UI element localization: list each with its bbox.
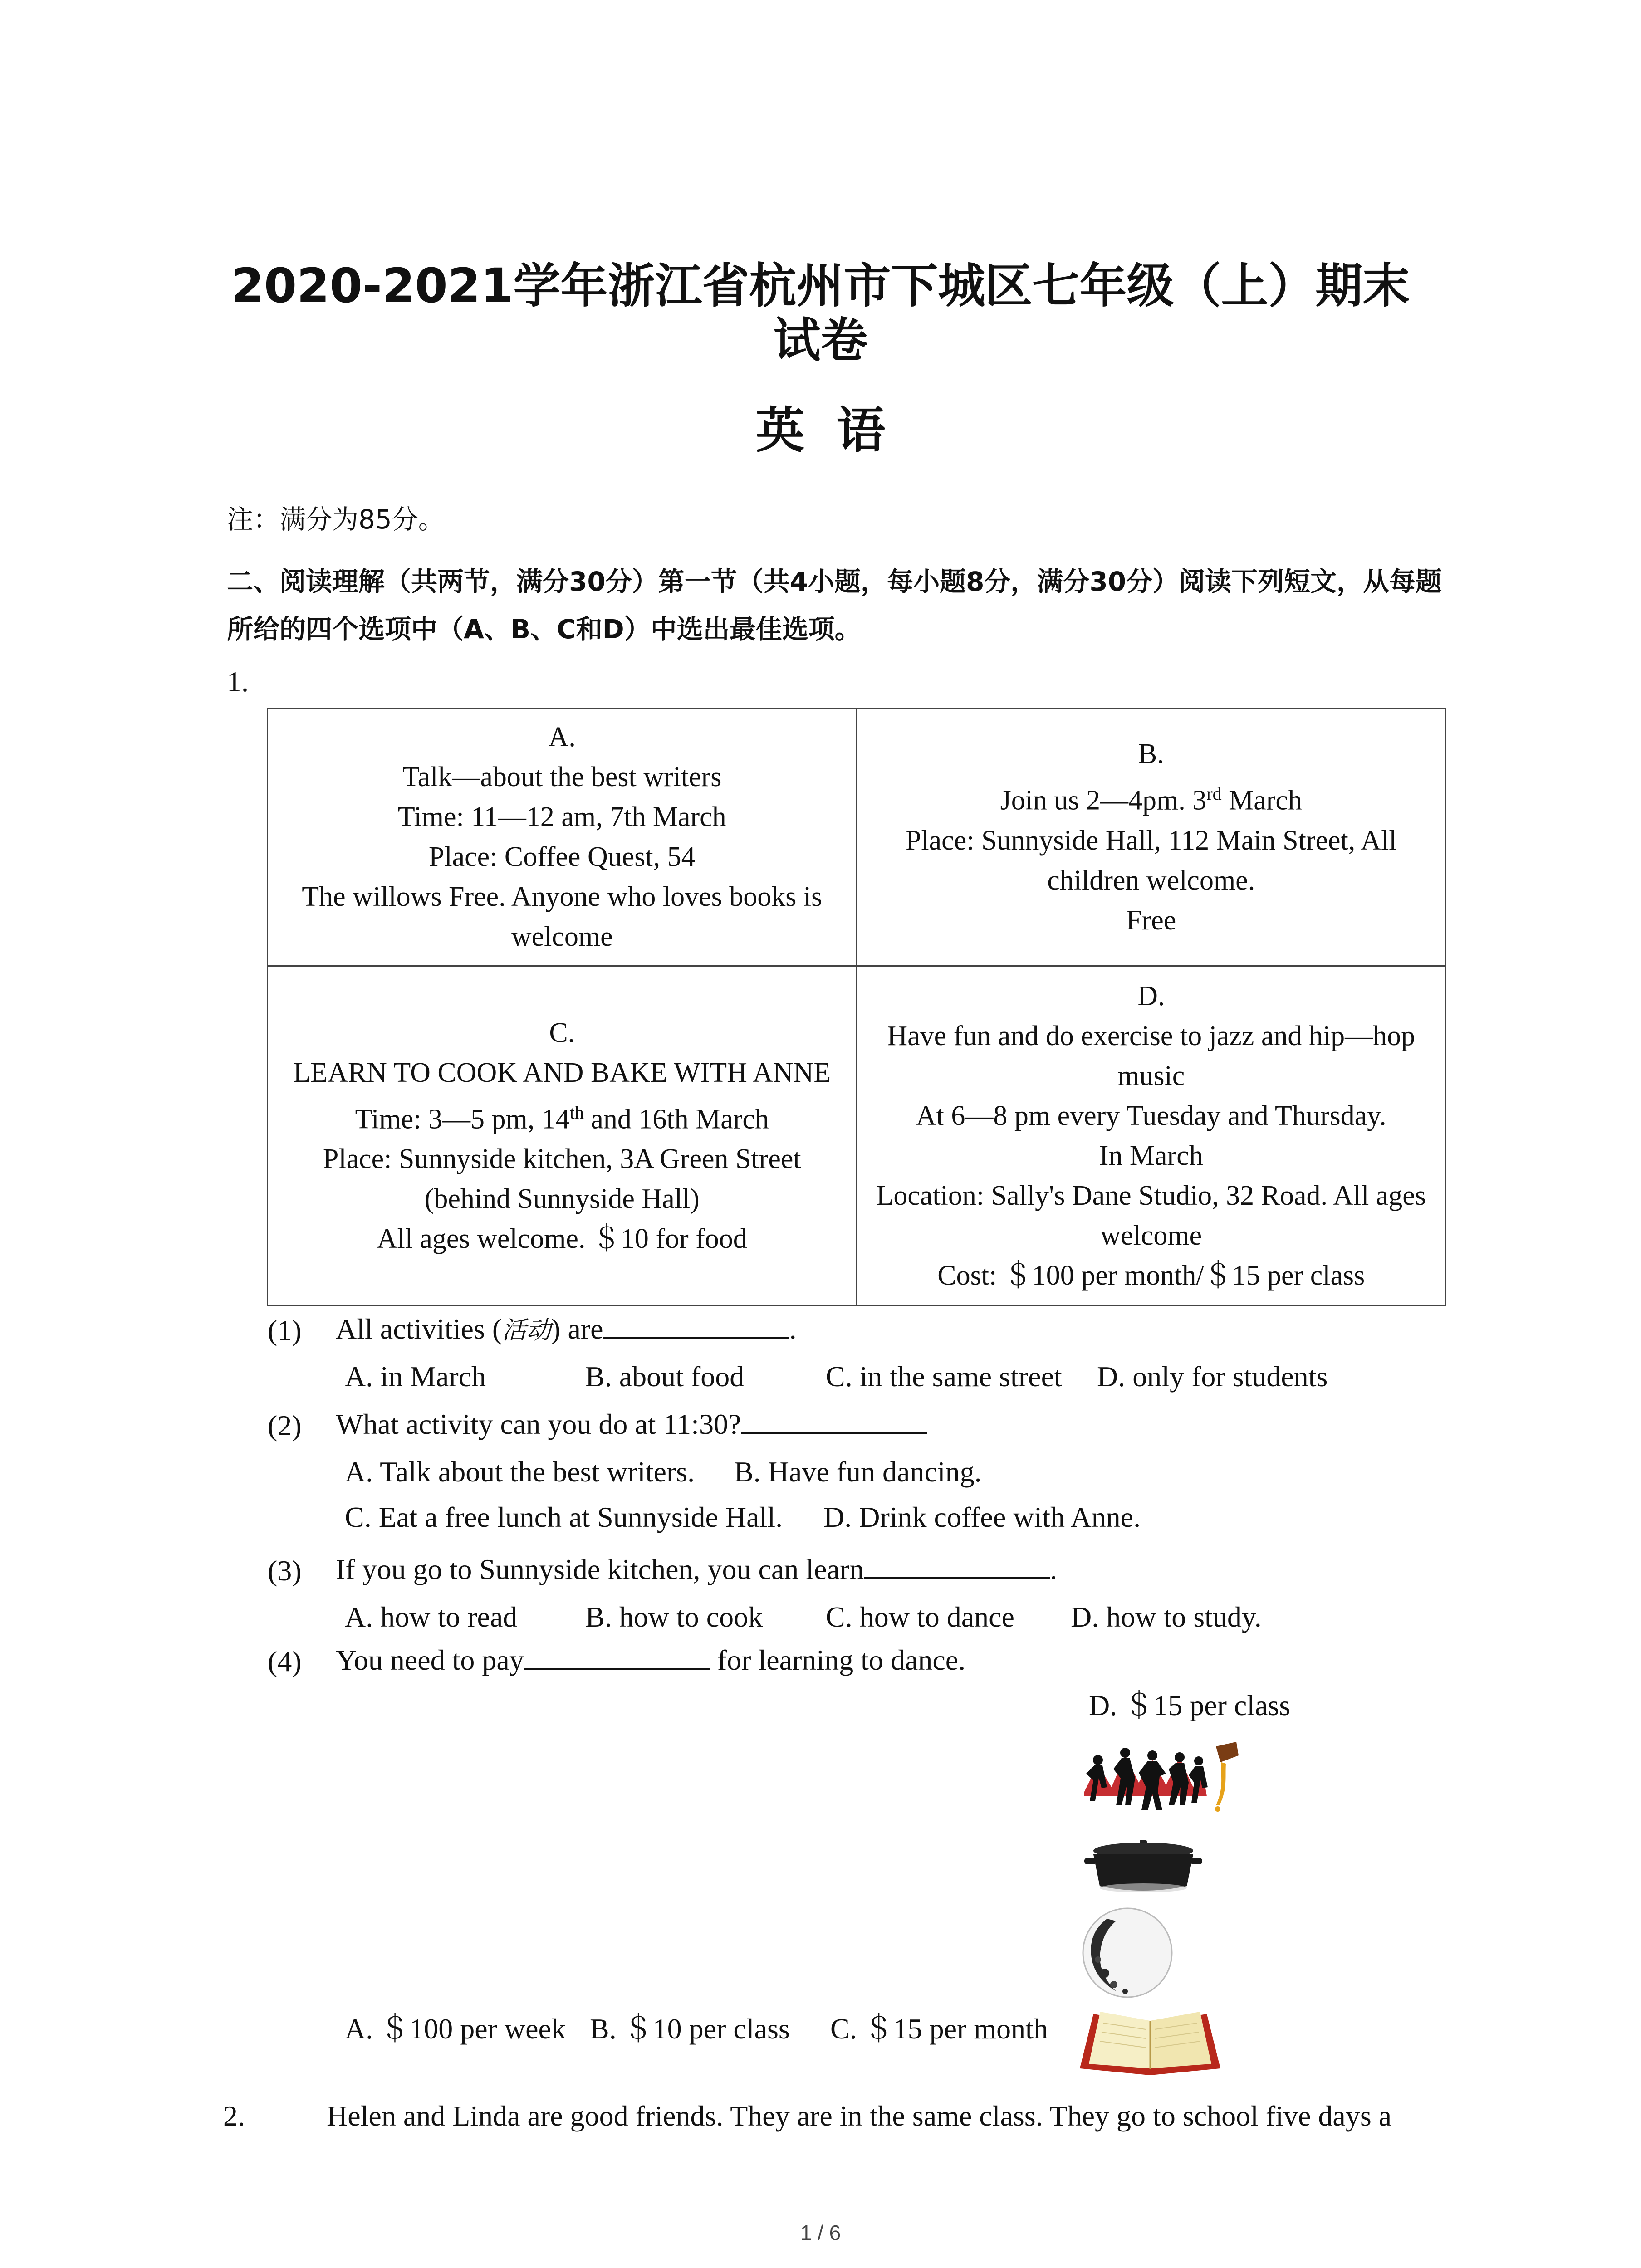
ad-line: Time: 11—12 am, 7th March xyxy=(397,802,726,833)
option[interactable]: D. Drink coffee with Anne. xyxy=(823,1501,1141,1533)
ad-line: Place: Sunnyside Hall, 112 Main Street, All children welcome. xyxy=(905,825,1397,896)
option[interactable]: A. in March xyxy=(345,1360,486,1393)
option[interactable]: A. ＄100 per week xyxy=(345,2013,566,2045)
ad-c xyxy=(268,966,857,1305)
option[interactable]: D. how to study. xyxy=(1071,1601,1262,1633)
ad-b xyxy=(857,709,1446,966)
sub-question-text: You need to pay xyxy=(336,1644,524,1676)
sub-question-text: What activity can you do at 11:30? xyxy=(336,1408,741,1440)
ad-line: Location: Sally's Dane Studio, 32 Road. All ages welcome xyxy=(876,1180,1426,1251)
ad-line: The willows Free. Anyone who loves books is welcome xyxy=(302,881,823,953)
option[interactable]: B. ＄10 per class xyxy=(590,2013,790,2045)
subject-title: 英语 xyxy=(755,402,917,459)
answer-blank[interactable] xyxy=(864,1552,1050,1579)
option[interactable]: B. Have fun dancing. xyxy=(734,1456,982,1488)
sub-question-3 xyxy=(336,1549,1057,1590)
chinese-gloss: 活动 xyxy=(502,1316,551,1344)
sub-question-2 xyxy=(336,1404,927,1445)
option[interactable]: C. how to dance xyxy=(826,1601,1014,1633)
ad-time-sup: th xyxy=(569,1102,584,1123)
ad-line: In March xyxy=(1099,1140,1203,1171)
sub-question-end: . xyxy=(789,1313,797,1345)
sub-question-text: ) are xyxy=(551,1313,603,1345)
sub-question-number: (3) xyxy=(268,1554,302,1587)
ad-time-prefix: Join us 2—4pm. 3 xyxy=(1000,785,1207,816)
page-title-line2: 试卷 xyxy=(773,313,868,368)
sub-question-end: . xyxy=(1050,1553,1058,1585)
sub-question-number: (1) xyxy=(268,1314,302,1346)
sub-question-text: If you go to Sunnyside kitchen, you can learn xyxy=(336,1553,864,1585)
score-note: 注：满分为85分。 xyxy=(227,504,445,535)
ad-letter: A. xyxy=(548,722,576,753)
ad-d xyxy=(857,966,1446,1305)
ad-line: Place: Sunnyside kitchen, 3A Green Street (behind Sunnyside Hall) xyxy=(323,1144,801,1215)
option[interactable]: D. only for students xyxy=(1097,1360,1328,1393)
option[interactable]: D. ＄15 per class xyxy=(1089,1689,1291,1721)
spilling-cup-icon xyxy=(1215,1742,1239,1812)
ad-time-suffix: March xyxy=(1221,785,1302,816)
option[interactable]: C. ＄15 per month xyxy=(830,2013,1048,2045)
plate-image xyxy=(1080,1905,1175,2000)
dancer-silhouettes-icon xyxy=(1086,1748,1208,1810)
sub-question-4 xyxy=(336,1640,965,1681)
sub-question-text: for learning to dance. xyxy=(710,1644,966,1676)
ad-line: Place: Coffee Quest, 54 xyxy=(428,841,696,873)
ad-time-prefix: Time: 3—5 pm, 14 xyxy=(355,1104,570,1135)
question-number-1: 1. xyxy=(227,665,249,698)
page-number: 1 / 6 xyxy=(800,2221,841,2244)
option[interactable]: A. how to read xyxy=(345,1601,518,1633)
ad-letter: D. xyxy=(1137,980,1165,1012)
ad-line: All ages welcome. ＄10 for food xyxy=(377,1223,747,1255)
ad-a xyxy=(268,709,857,966)
page-title-line1: 2020-2021学年浙江省杭州市下城区七年级（上）期末 xyxy=(231,258,1410,313)
sub-question-number: (4) xyxy=(268,1645,302,1677)
pot-image xyxy=(1084,1833,1202,1896)
answer-blank[interactable] xyxy=(603,1311,789,1339)
ad-line: Free xyxy=(1126,904,1176,936)
ad-line: Cost: ＄100 per month/＄15 per class xyxy=(937,1260,1365,1291)
ad-time xyxy=(868,774,1435,821)
ad-letter: C. xyxy=(549,1017,575,1048)
option[interactable]: C. Eat a free lunch at Sunnyside Hall. xyxy=(345,1501,783,1533)
book-image xyxy=(1075,2000,1225,2077)
option[interactable]: B. about food xyxy=(585,1360,745,1393)
answer-blank[interactable] xyxy=(524,1642,710,1670)
question-2-text: Helen and Linda are good friends. They are in the same class. They go to school five days a xyxy=(327,2100,1392,2132)
option[interactable]: C. in the same street xyxy=(826,1360,1062,1393)
ad-heading: LEARN TO COOK AND BAKE WITH ANNE xyxy=(293,1057,831,1088)
ad-time-sup: rd xyxy=(1206,783,1222,804)
sub-question-number: (2) xyxy=(268,1409,302,1442)
question-number-2: 2. xyxy=(223,2100,245,2132)
ad-time-suffix: and 16th March xyxy=(583,1104,769,1135)
sub-question-1 xyxy=(336,1309,797,1351)
option[interactable]: B. how to cook xyxy=(585,1601,763,1633)
sub-question-text: All activities ( xyxy=(336,1313,502,1345)
section-heading: 二、阅读理解（共两节，满分30分）第一节（共4小题，每小题8分，满分30分）阅读下列短文，从每题所给的四个选项中（A、B、C和D）中选出最佳选项。 xyxy=(227,566,1442,645)
option[interactable]: A. Talk about the best writers. xyxy=(345,1456,695,1488)
ads-table xyxy=(267,708,1446,1306)
ad-line: Have fun and do exercise to jazz and hip—hop music xyxy=(887,1020,1416,1091)
answer-blank[interactable] xyxy=(741,1407,927,1434)
dancers-image xyxy=(1080,1737,1243,1828)
ad-line: At 6—8 pm every Tuesday and Thursday. xyxy=(916,1100,1386,1131)
ad-time xyxy=(279,1093,845,1139)
ad-line: Talk—about the best writers xyxy=(402,762,722,793)
ad-letter: B. xyxy=(1138,738,1164,770)
